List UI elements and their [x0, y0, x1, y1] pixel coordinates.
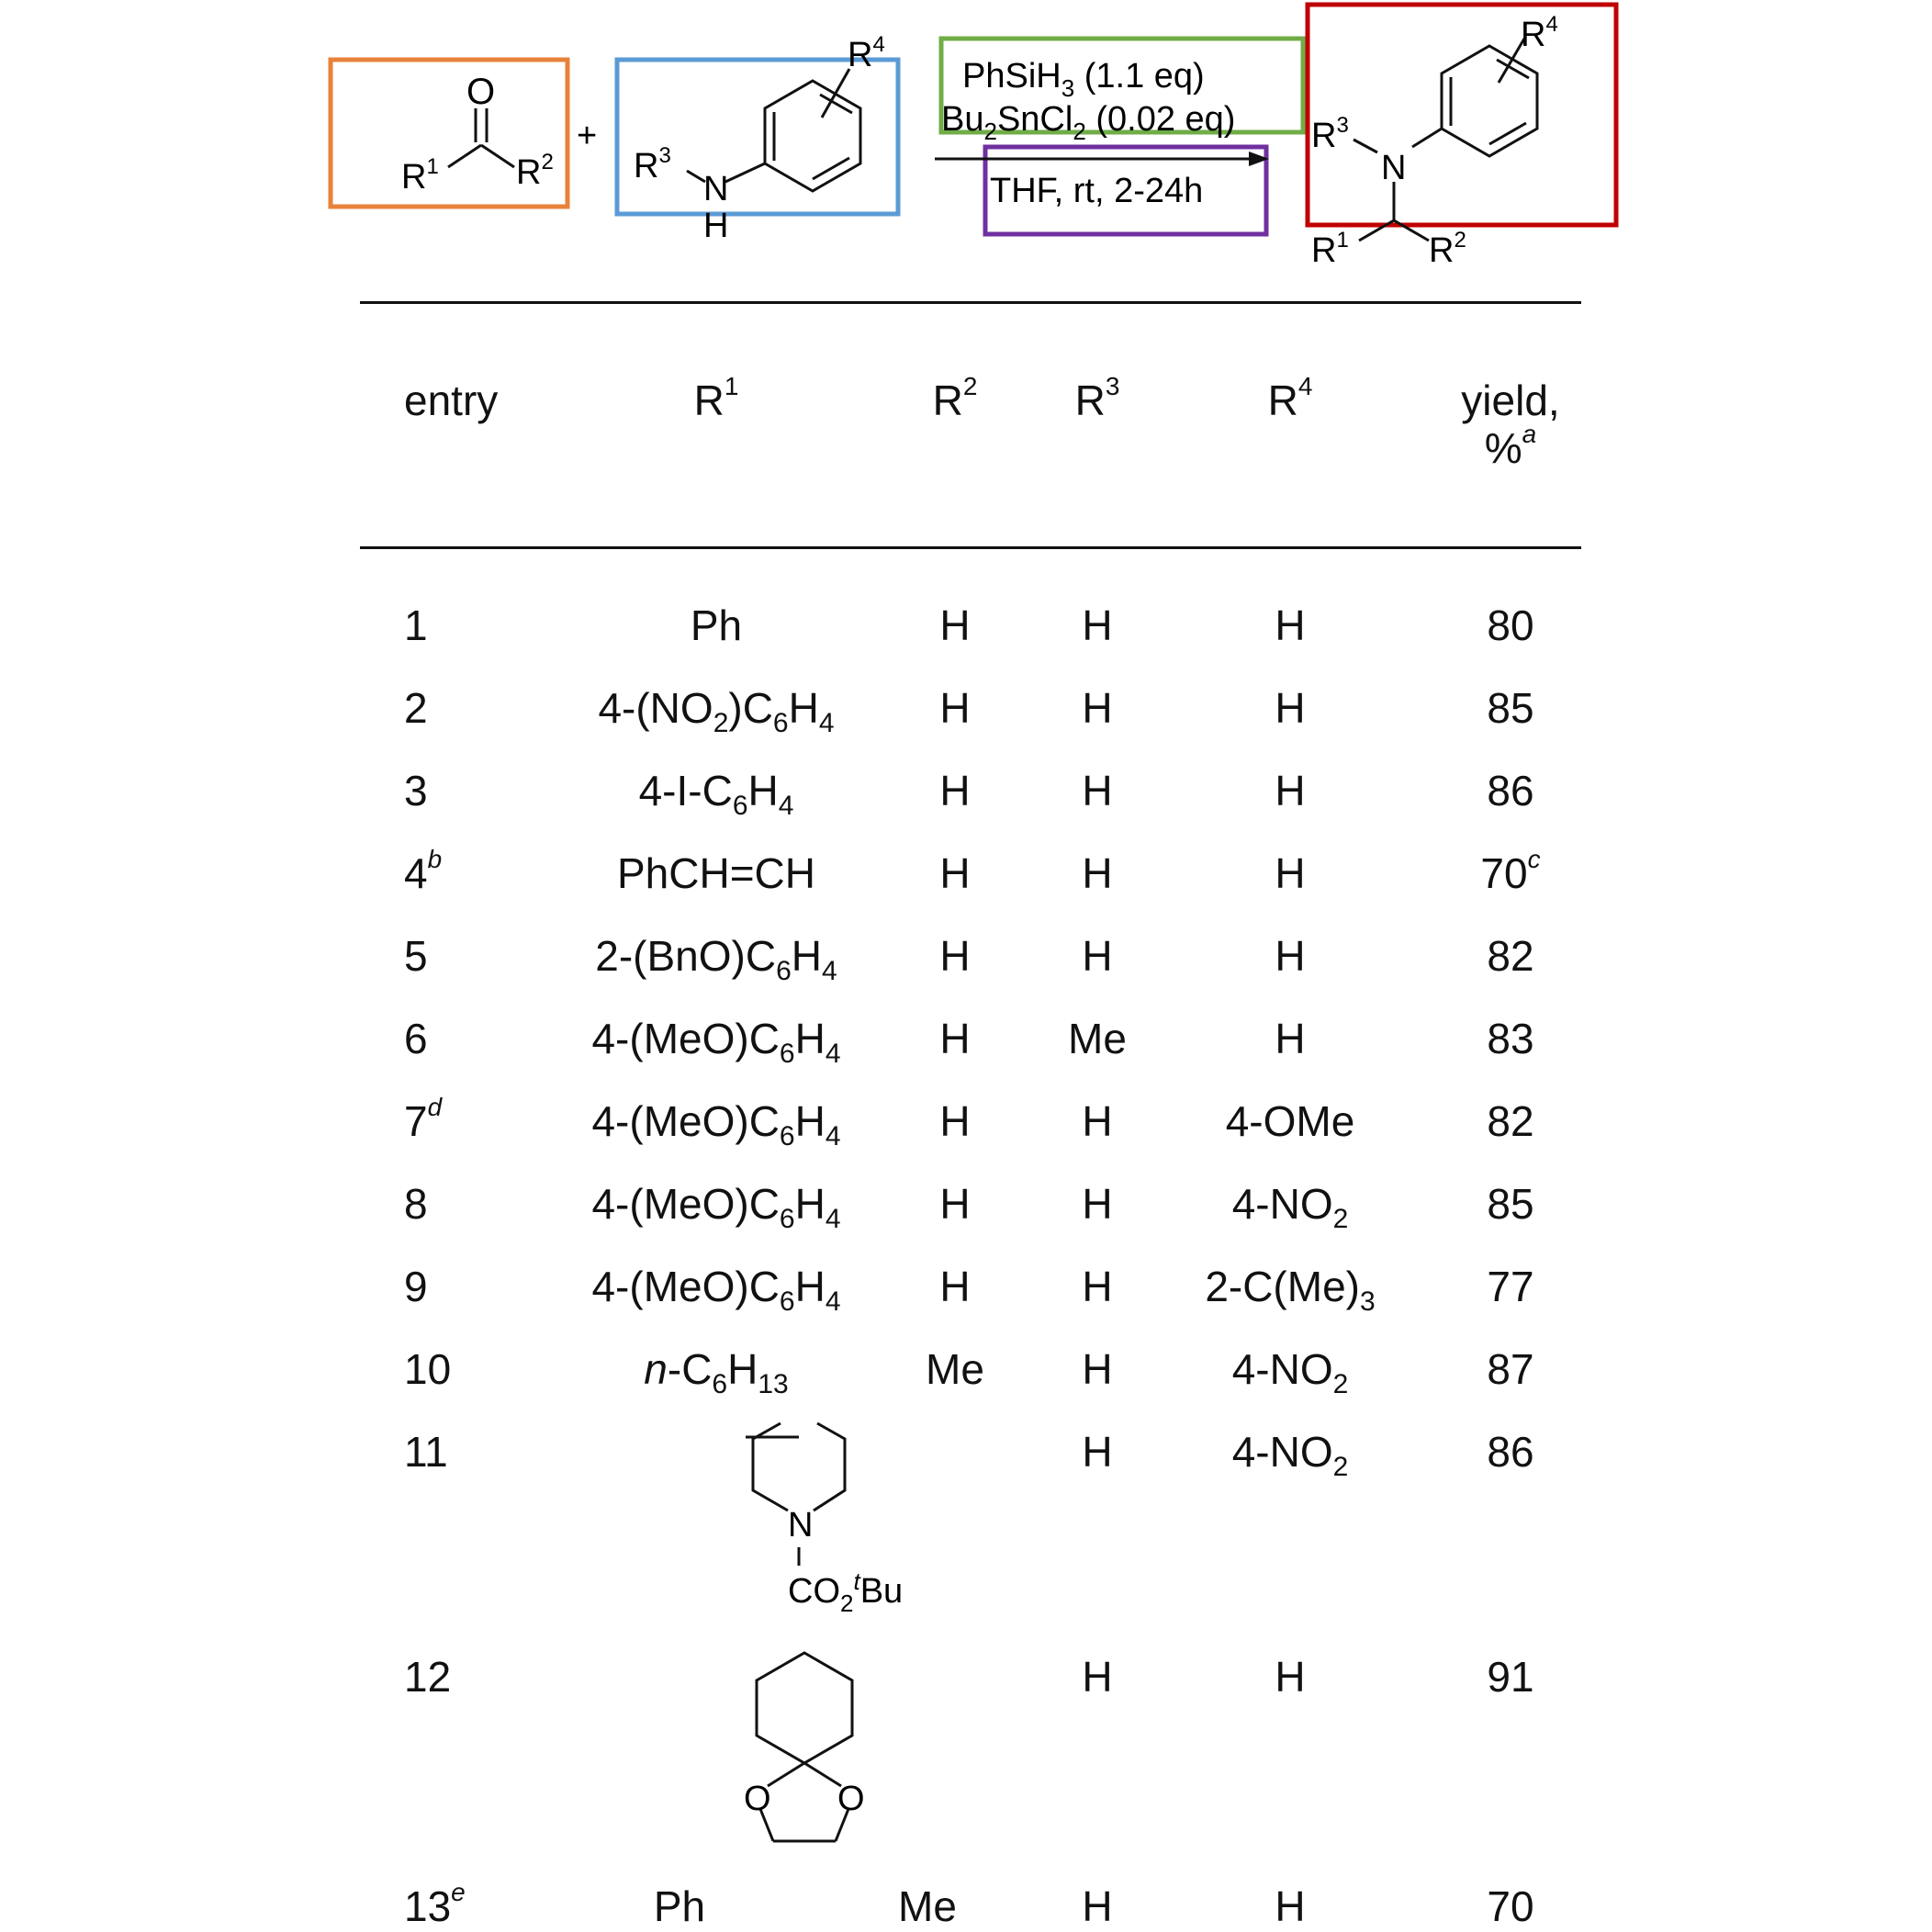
cell-entry: 7$^d$: [404, 1093, 443, 1145]
struct-11-nboc-piperidine: [725, 1419, 946, 1621]
footnote-marker: b: [427, 845, 443, 873]
product-r4: $R^4$: [1521, 12, 1558, 54]
cell-yield: 91: [1487, 1653, 1534, 1701]
cell-entry: 1: [404, 601, 428, 649]
cell-r2: H: [939, 767, 971, 814]
plus-sign: +: [577, 117, 598, 155]
cell-r4: H: [1275, 767, 1306, 814]
cell-r3: H: [1082, 1097, 1113, 1145]
ketone-r1: $R^1$: [401, 154, 439, 197]
footnote-marker: d: [427, 1093, 443, 1121]
reagent-bu2sncl2: $Bu_2SnCl_2$ (0.02 eq): [941, 100, 1236, 145]
cell-r2: H: [939, 1015, 971, 1062]
reagent-phsih3: PhSiH$_3$ (1.1 eq): [962, 57, 1205, 102]
cell-r4: H: [1275, 1882, 1306, 1930]
cell-yield: 86: [1487, 1428, 1534, 1476]
header-yield: yield, %$^a$: [1461, 376, 1560, 472]
cell-r2: H: [939, 684, 971, 732]
struct-12-dioxaspiro: [735, 1648, 882, 1859]
cell-entry: 13e: [404, 1878, 466, 1930]
cell-r3: H: [1082, 1653, 1113, 1701]
cell-r4: H: [1275, 1015, 1306, 1062]
struct-11-nitrogen: N: [788, 1506, 814, 1544]
cell-r3: H: [1082, 1345, 1113, 1393]
cell-r3: Me: [1068, 1015, 1127, 1062]
footnote-marker: c: [1527, 845, 1541, 873]
amine-r4: $R^4$: [848, 32, 885, 74]
header-r1: $R^1$: [693, 372, 739, 424]
header-r3: $R^3$: [1074, 372, 1120, 424]
cell-r3: H: [1082, 1180, 1113, 1228]
cell-yield: 77: [1487, 1263, 1534, 1310]
cell-entry: 2: [404, 684, 428, 732]
ketone-r2: $R^2$: [516, 150, 554, 192]
table-header-rule: [360, 546, 1581, 549]
cell-yield: 86: [1487, 767, 1534, 814]
reaction-scheme: [0, 0, 1932, 303]
cell-r2: H: [939, 1263, 971, 1310]
cell-r3: H: [1082, 1882, 1113, 1930]
cell-r4: H: [1275, 1653, 1306, 1701]
cell-r1: $4-(MeO)C_6H_4$: [591, 1097, 841, 1151]
cell-r4: H: [1275, 849, 1306, 897]
cell-r1: $n-C_6H_{13}$: [644, 1345, 789, 1399]
footnote-marker: e: [451, 1878, 466, 1906]
cell-r1: PhCH=CH: [616, 849, 815, 897]
cell-yield: 85: [1487, 1180, 1534, 1228]
cell-entry: 10: [404, 1345, 452, 1393]
struct-12-oxygen-left: O: [744, 1780, 771, 1818]
cell-r4: $4-NO_2$: [1231, 1345, 1349, 1399]
cell-r3: H: [1082, 601, 1113, 649]
cell-r4: H: [1275, 684, 1306, 732]
cell-yield: 87: [1487, 1345, 1534, 1393]
cell-entry: 11: [404, 1428, 448, 1476]
cell-r3: H: [1082, 684, 1113, 732]
cell-yield: 80: [1487, 601, 1534, 649]
cell-r3: H: [1082, 849, 1113, 897]
cell-r1: $4-(MeO)C_6H_4$: [591, 1180, 841, 1234]
product-r2: $R^2$: [1429, 228, 1466, 270]
cell-r2: H: [939, 1097, 971, 1145]
cell-entry: 8: [404, 1180, 428, 1228]
header-entry: entry: [404, 376, 499, 424]
cell-r4: 4-OMe: [1225, 1097, 1355, 1145]
cell-r4: $4-NO_2$: [1231, 1428, 1349, 1482]
cell-r2: H: [939, 1180, 971, 1228]
cell-entry: 9: [404, 1263, 428, 1310]
cell-r4: $4-NO_2$: [1231, 1180, 1349, 1234]
cell-yield: 70$^c$: [1480, 845, 1541, 897]
header-r4: $R^4$: [1267, 372, 1313, 424]
cell-yield: 83: [1487, 1015, 1534, 1062]
cell-r1: Ph: [653, 1882, 706, 1930]
table-top-rule: [360, 301, 1581, 304]
cell-yield: 82: [1487, 932, 1534, 980]
amine-nitrogen: N: [703, 170, 729, 208]
cell-entry: 6: [404, 1015, 428, 1062]
cell-r3: H: [1082, 767, 1113, 814]
amine-hydrogen: H: [703, 207, 729, 245]
cell-r2: Me: [926, 1345, 984, 1393]
product-structure: [1354, 39, 1537, 241]
cell-r1: $4-I-C_6H_4$: [638, 767, 794, 821]
header-r2: $R^2$: [932, 372, 978, 424]
product-nitrogen: N: [1381, 149, 1407, 187]
cell-r4: $2-C(Me)_3$: [1205, 1263, 1376, 1317]
product-highlight-box: [1308, 5, 1616, 225]
cell-yield: 85: [1487, 684, 1534, 732]
cell-r1: $2-(BnO)C_6H_4$: [595, 932, 837, 986]
cell-entry: 4$^b$: [404, 845, 443, 897]
cell-yield: 82: [1487, 1097, 1534, 1145]
cell-r3: H: [1082, 1263, 1113, 1310]
struct-12-oxygen-right: O: [837, 1780, 865, 1818]
cell-r2: H: [939, 932, 971, 980]
cell-r2: H: [939, 849, 971, 897]
cell-entry: 12: [404, 1653, 452, 1701]
cell-r1: $4-(NO_2)C_6H_4$: [598, 684, 835, 738]
cell-r3: H: [1082, 932, 1113, 980]
amine-highlight-box: [617, 60, 898, 214]
ketone-oxygen: O: [466, 72, 496, 112]
reaction-conditions: THF, rt, 2-24h: [990, 172, 1204, 210]
cell-r2: H: [939, 601, 971, 649]
struct-11-ester: $CO_2^tBu$: [788, 1567, 904, 1617]
product-r3: $R^3$: [1311, 113, 1349, 155]
cell-r2: Me: [898, 1882, 957, 1930]
cell-yield: 70: [1487, 1882, 1534, 1930]
amine-r3: $R^3$: [634, 143, 671, 185]
cell-entry: 5: [404, 932, 428, 980]
cell-r1: $4-(MeO)C_6H_4$: [591, 1263, 841, 1317]
cell-r4: H: [1275, 932, 1306, 980]
cell-entry: 3: [404, 767, 428, 814]
cell-r1: $4-(MeO)C_6H_4$: [591, 1015, 841, 1069]
cell-r3: H: [1082, 1428, 1113, 1476]
cell-r4: H: [1275, 601, 1306, 649]
product-r1: $R^1$: [1311, 228, 1349, 270]
ketone-structure: [448, 108, 514, 167]
cell-r1: Ph: [690, 601, 743, 649]
